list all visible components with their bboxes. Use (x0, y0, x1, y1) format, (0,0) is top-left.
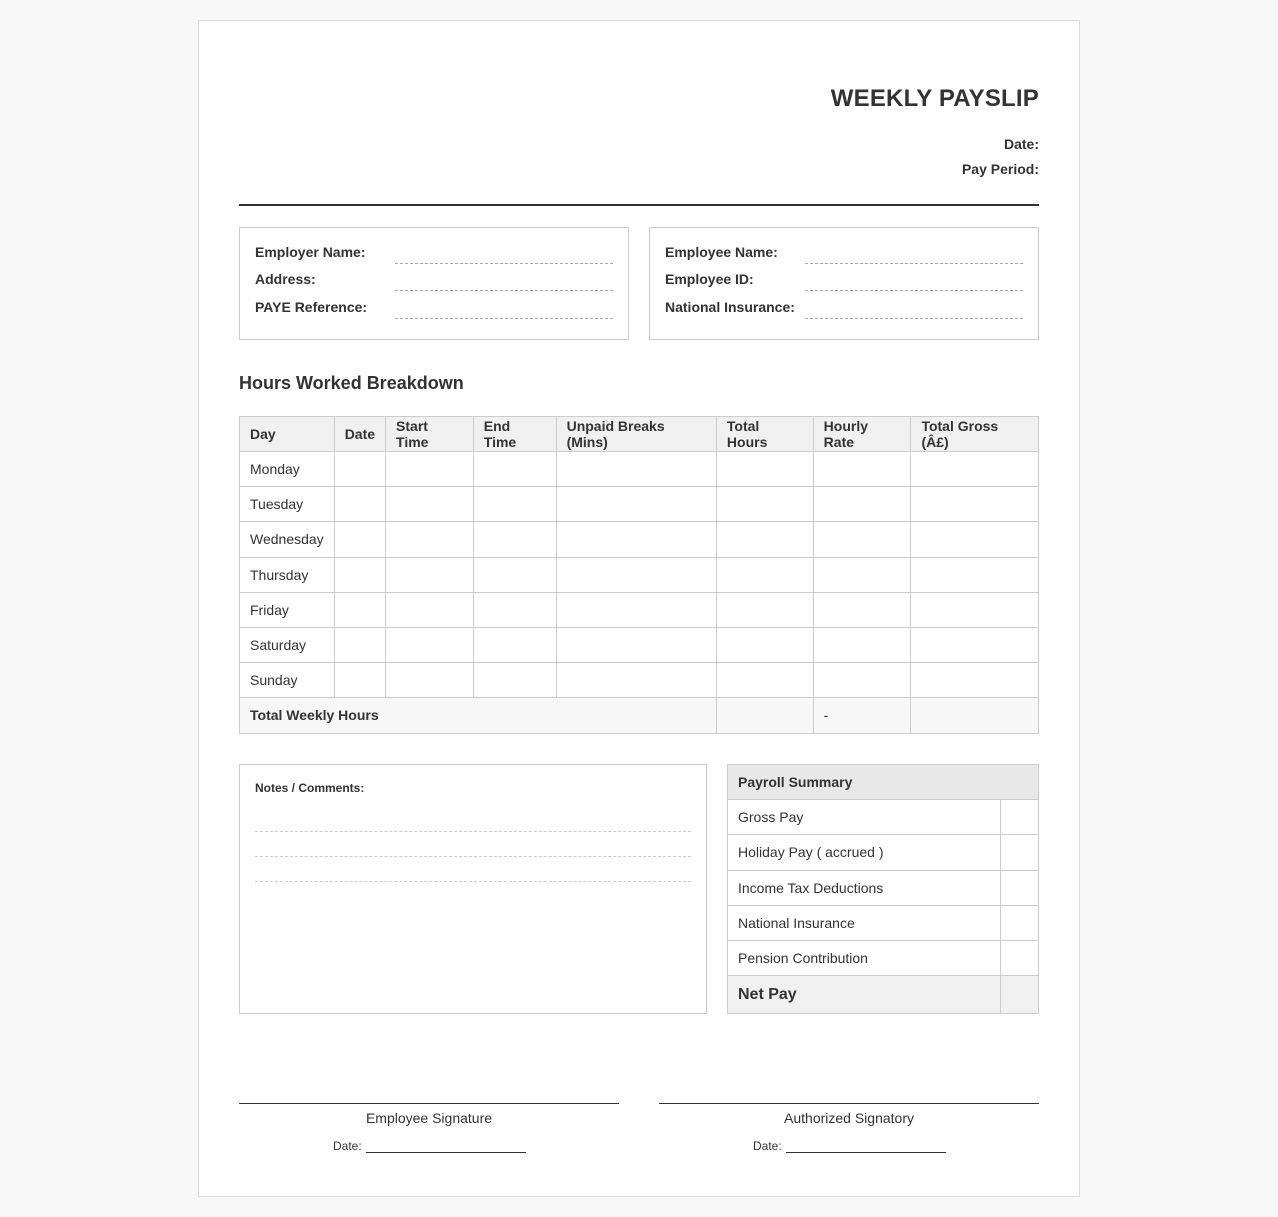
breaks-cell[interactable] (556, 627, 716, 662)
notes-line (255, 856, 691, 857)
paye-reference-label: PAYE Reference: (255, 299, 368, 315)
start-time-cell[interactable] (386, 627, 474, 662)
net-pay-label: Net Pay (728, 976, 1001, 1014)
hours-section-title: Hours Worked Breakdown (239, 373, 464, 393)
signature-date-label: Date: (753, 1139, 782, 1153)
employer-name-field[interactable] (395, 263, 613, 264)
authorized-signature-block (659, 1103, 1039, 1153)
employee-name-row (665, 244, 1023, 264)
employee-id-label: Employee ID: (665, 271, 754, 287)
hourly-rate-cell[interactable] (813, 663, 911, 698)
breaks-cell[interactable] (556, 557, 716, 592)
end-time-cell[interactable] (473, 627, 556, 662)
total-gross-cell[interactable] (911, 452, 1039, 487)
notes-line (255, 881, 691, 882)
total-hours-cell[interactable] (716, 557, 813, 592)
employer-name-row (255, 244, 613, 264)
start-time-cell[interactable] (386, 557, 474, 592)
total-weekly-hours-label: Total Weekly Hours (240, 698, 717, 733)
table-row (240, 663, 1039, 698)
day-cell: Wednesday (240, 522, 335, 557)
total-gross-cell[interactable] (911, 487, 1039, 522)
column-header: Hourly Rate (813, 417, 911, 452)
table-row (728, 800, 1039, 835)
summary-label: National Insurance (728, 905, 1001, 940)
day-cell: Friday (240, 592, 335, 627)
employee-id-field[interactable] (805, 290, 1023, 291)
national-insurance-value[interactable] (1001, 905, 1039, 940)
start-time-cell[interactable] (386, 522, 474, 557)
employee-name-label: Employee Name: (665, 244, 778, 260)
hourly-rate-cell[interactable] (813, 452, 911, 487)
notes-label: Notes / Comments: (255, 781, 365, 795)
total-hours-cell[interactable] (716, 452, 813, 487)
paye-reference-row (255, 299, 613, 319)
employer-address-label: Address: (255, 271, 316, 287)
employee-signature-block (239, 1103, 619, 1153)
date-cell[interactable] (334, 663, 385, 698)
column-header: End Time (473, 417, 556, 452)
table-row (728, 835, 1039, 870)
table-row (240, 557, 1039, 592)
column-header: Date (334, 417, 385, 452)
column-header: Unpaid Breaks (Mins) (556, 417, 716, 452)
total-gross-cell[interactable] (911, 663, 1039, 698)
total-weekly-hours-row (240, 698, 1039, 733)
payslip-page (198, 20, 1080, 1197)
breaks-cell[interactable] (556, 592, 716, 627)
net-pay-row (728, 976, 1039, 1014)
employer-address-field[interactable] (395, 290, 613, 291)
employer-name-label: Employer Name: (255, 244, 366, 260)
pension-contribution-value[interactable] (1001, 940, 1039, 975)
table-row (240, 487, 1039, 522)
total-hours-cell[interactable] (716, 592, 813, 627)
day-cell: Saturday (240, 627, 335, 662)
table-row (240, 627, 1039, 662)
payslip-title: WEEKLY PAYSLIP (830, 85, 1039, 112)
payslip-header (239, 21, 1039, 206)
end-time-cell[interactable] (473, 663, 556, 698)
payroll-summary-title: Payroll Summary (728, 765, 1039, 800)
table-row (728, 905, 1039, 940)
notes-box[interactable] (239, 764, 707, 1014)
end-time-cell[interactable] (473, 487, 556, 522)
table-row (240, 592, 1039, 627)
authorized-signature-date-field[interactable] (786, 1141, 946, 1153)
notes-line (255, 831, 691, 832)
breaks-cell[interactable] (556, 452, 716, 487)
total-hours-cell[interactable] (716, 627, 813, 662)
payroll-summary-header (728, 765, 1039, 800)
authorized-signature-line[interactable] (659, 1103, 1039, 1104)
column-header: Total Gross (Â£) (911, 417, 1039, 452)
holiday-pay-value[interactable] (1001, 835, 1039, 870)
net-pay-value[interactable] (1001, 976, 1039, 1014)
pay-period-label: Pay Period: (961, 161, 1039, 177)
national-insurance-field[interactable] (805, 318, 1023, 319)
hourly-rate-cell[interactable] (813, 592, 911, 627)
employee-id-row (665, 271, 1023, 291)
total-hours-cell[interactable] (716, 663, 813, 698)
hourly-rate-cell[interactable] (813, 557, 911, 592)
employee-signature-date (333, 1139, 526, 1153)
date-cell[interactable] (334, 592, 385, 627)
hourly-rate-cell[interactable] (813, 522, 911, 557)
table-row (240, 522, 1039, 557)
summary-label: Holiday Pay ( accrued ) (728, 835, 1001, 870)
end-time-cell[interactable] (473, 452, 556, 487)
total-hours-cell[interactable] (716, 487, 813, 522)
start-time-cell[interactable] (386, 487, 474, 522)
hourly-rate-cell[interactable] (813, 487, 911, 522)
employee-details-box (649, 227, 1039, 340)
start-time-cell[interactable] (386, 663, 474, 698)
total-gross-cell[interactable] (911, 627, 1039, 662)
start-time-cell[interactable] (386, 452, 474, 487)
total-gross-cell[interactable] (911, 592, 1039, 627)
column-header: Day (240, 417, 335, 452)
total-weekly-hours-cell[interactable] (716, 698, 813, 733)
breaks-cell[interactable] (556, 522, 716, 557)
summary-label: Income Tax Deductions (728, 870, 1001, 905)
total-gross-cell[interactable] (911, 557, 1039, 592)
end-time-cell[interactable] (473, 522, 556, 557)
hours-table (239, 416, 1039, 734)
date-cell[interactable] (334, 452, 385, 487)
employee-signature-date-field[interactable] (366, 1141, 526, 1153)
national-insurance-row (665, 299, 1023, 319)
day-cell: Monday (240, 452, 335, 487)
national-insurance-label: National Insurance: (665, 299, 795, 315)
date-label: Date: (1003, 136, 1039, 152)
employer-address-row (255, 271, 613, 291)
day-cell: Thursday (240, 557, 335, 592)
paye-reference-field[interactable] (395, 318, 613, 319)
table-row (728, 870, 1039, 905)
payroll-summary-table (727, 764, 1039, 1014)
total-rate-cell: - (813, 698, 911, 733)
total-hours-cell[interactable] (716, 522, 813, 557)
employee-name-field[interactable] (805, 263, 1023, 264)
date-cell[interactable] (334, 627, 385, 662)
column-header: Total Hours (716, 417, 813, 452)
hours-header-row (240, 417, 1039, 452)
signature-date-label: Date: (333, 1139, 362, 1153)
summary-label: Pension Contribution (728, 940, 1001, 975)
employer-details-box (239, 227, 629, 340)
gross-pay-value[interactable] (1001, 800, 1039, 835)
day-cell: Tuesday (240, 487, 335, 522)
total-weekly-gross-cell[interactable] (911, 698, 1039, 733)
breaks-cell[interactable] (556, 663, 716, 698)
total-gross-cell[interactable] (911, 522, 1039, 557)
breaks-cell[interactable] (556, 487, 716, 522)
income-tax-value[interactable] (1001, 870, 1039, 905)
date-cell[interactable] (334, 557, 385, 592)
date-cell[interactable] (334, 487, 385, 522)
table-row (240, 452, 1039, 487)
start-time-cell[interactable] (386, 592, 474, 627)
end-time-cell[interactable] (473, 557, 556, 592)
day-cell: Sunday (240, 663, 335, 698)
employee-signature-line[interactable] (239, 1103, 619, 1104)
authorized-signature-label: Authorized Signatory (784, 1110, 914, 1126)
employee-signature-label: Employee Signature (365, 1110, 493, 1126)
date-cell[interactable] (334, 522, 385, 557)
column-header: Start Time (386, 417, 474, 452)
table-row (728, 940, 1039, 975)
summary-label: Gross Pay (728, 800, 1001, 835)
authorized-signature-date (753, 1139, 946, 1153)
end-time-cell[interactable] (473, 592, 556, 627)
hourly-rate-cell[interactable] (813, 627, 911, 662)
